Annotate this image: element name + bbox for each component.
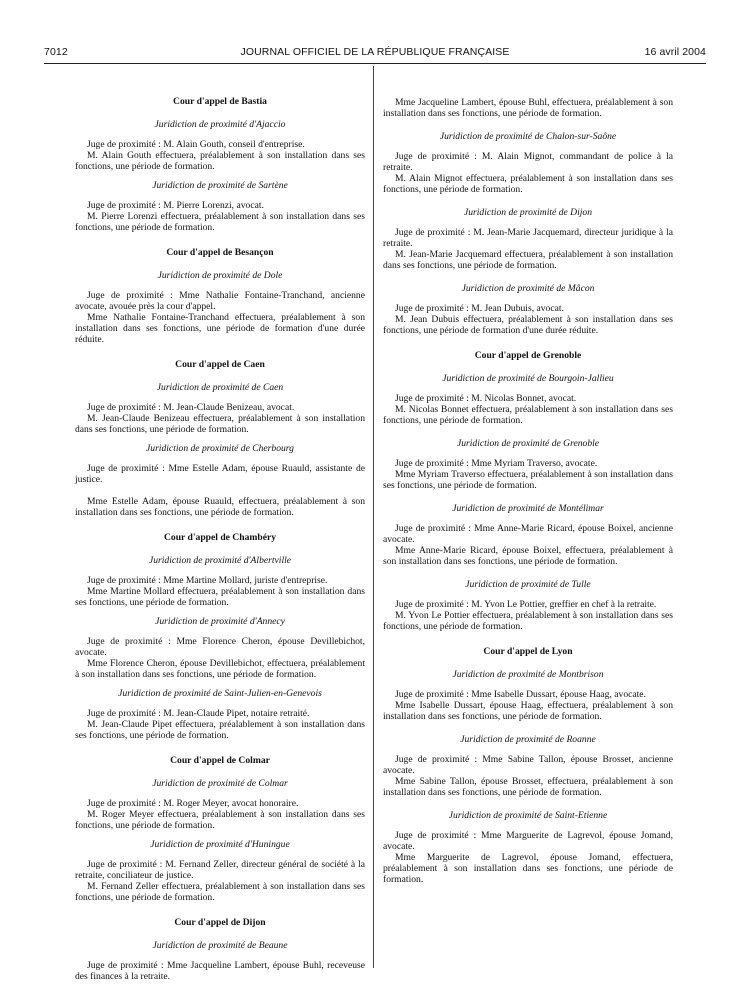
jurisdiction-heading: Juridiction de proximité de Saint-Etienne bbox=[448, 810, 608, 821]
column-divider bbox=[373, 66, 374, 968]
page-number: 7012 bbox=[44, 46, 68, 58]
appointment-paragraph: Juge de proximité : M. Alain Mignot, commandant de police à la retraite. bbox=[383, 151, 673, 173]
jurisdiction-heading: Juridiction de proximité de Beaune bbox=[152, 940, 288, 951]
training-paragraph: M. Jean-Claude Pipet effectuera, préalablement à son installation dans ses fonctions, une période de formation. bbox=[75, 719, 365, 741]
appointment-paragraph: Juge de proximité : Mme Jacqueline Lambert, épouse Buhl, receveuse des finances à la retraite. bbox=[75, 960, 365, 982]
journal-title: JOURNAL OFFICIEL DE LA RÉPUBLIQUE FRANÇAISE bbox=[240, 46, 510, 58]
jurisdiction-heading: Juridiction de proximité de Saint-Julien-en-Genevois bbox=[118, 688, 322, 699]
training-paragraph: M. Nicolas Bonnet effectuera, préalablement à son installation dans ses fonctions, une période de formation. bbox=[383, 404, 673, 426]
court-heading: Cour d'appel de Caen bbox=[175, 359, 265, 370]
jurisdiction-heading: Juridiction de proximité de Colmar bbox=[152, 778, 288, 789]
appointment-paragraph: Juge de proximité : Mme Florence Cheron, épouse Devillebichot, avocate. bbox=[75, 636, 365, 658]
appointment-paragraph: Juge de proximité : M. Jean Dubuis, avocat. bbox=[395, 303, 564, 314]
jurisdiction-heading: Juridiction de proximité de Tulle bbox=[465, 579, 591, 590]
training-paragraph: Mme Sabine Tallon, épouse Brosset, effectuera, préalablement à son installation dans ses fonctions, une période de formation. bbox=[383, 776, 673, 798]
appointment-paragraph: Juge de proximité : M. Yvon Le Pottier, greffier en chef à la retraite. bbox=[395, 599, 657, 610]
jurisdiction-heading: Juridiction de proximité d'Albertville bbox=[148, 555, 292, 566]
appointment-paragraph: Juge de proximité : Mme Anne-Marie Ricard, épouse Boixel, ancienne avocate. bbox=[383, 523, 673, 545]
jurisdiction-heading: Juridiction de proximité d'Ajaccio bbox=[154, 119, 286, 130]
training-paragraph: M. Alain Mignot effectuera, préalablement à son installation dans ses fonctions, une période de formation. bbox=[383, 173, 673, 195]
training-paragraph: M. Pierre Lorenzi effectuera, préalablement à son installation dans ses fonctions, une période de formation. bbox=[75, 211, 365, 233]
training-paragraph: Mme Jacqueline Lambert, épouse Buhl, effectuera, préalablement à son installation dans ses fonctions, une période de formation. bbox=[383, 97, 673, 119]
court-heading: Cour d'appel de Grenoble bbox=[474, 350, 582, 361]
appointment-paragraph: Juge de proximité : Mme Martine Mollard, juriste d'entreprise. bbox=[87, 575, 328, 586]
court-heading: Cour d'appel de Besançon bbox=[166, 247, 274, 258]
jurisdiction-heading: Juridiction de proximité de Montbrison bbox=[452, 669, 604, 680]
appointment-paragraph: Juge de proximité : M. Nicolas Bonnet, avocat. bbox=[395, 393, 577, 404]
jurisdiction-heading: Juridiction de proximité de Dijon bbox=[463, 207, 593, 218]
jurisdiction-heading: Juridiction de proximité de Chalon-sur-Saône bbox=[439, 131, 617, 142]
appointment-paragraph: Juge de proximité : Mme Estelle Adam, épouse Ruauld, assistante de justice. bbox=[75, 463, 365, 485]
training-paragraph: M. Fernand Zeller effectuera, préalablement à son installation dans ses fonctions, une période de formation. bbox=[75, 881, 365, 903]
court-heading: Cour d'appel de Lyon bbox=[483, 646, 573, 657]
training-paragraph: M. Jean-Marie Jacquemard effectuera, préalablement à son installation dans ses fonctions, une période de formation. bbox=[383, 249, 673, 271]
training-paragraph: M. Yvon Le Pottier effectuera, préalablement à son installation dans ses fonctions, une période de formation. bbox=[383, 610, 673, 632]
training-paragraph: Mme Marguerite de Lagrevol, épouse Jomand, effectuera, préalablement à son installation dans ses fonctions, une période de formation. bbox=[383, 852, 673, 885]
issue-date: 16 avril 2004 bbox=[644, 46, 706, 58]
training-paragraph: Mme Myriam Traverso effectuera, préalablement à son installation dans ses fonctions, une période de formation. bbox=[383, 469, 673, 491]
appointment-paragraph: Juge de proximité : Mme Nathalie Fontaine-Tranchand, ancienne avocate, avouée près la cour d'appel. bbox=[75, 290, 365, 312]
jurisdiction-heading: Juridiction de proximité de Roanne bbox=[460, 734, 596, 745]
appointment-paragraph: Juge de proximité : M. Jean-Marie Jacquemard, directeur juridique à la retraite. bbox=[383, 227, 673, 249]
training-paragraph: Mme Nathalie Fontaine-Tranchand effectuera, préalablement à son installation dans ses fonctions, une période de formation d'une durée réduite. bbox=[75, 312, 365, 345]
training-paragraph: Mme Estelle Adam, épouse Ruauld, effectuera, préalablement à son installation dans ses fonctions, une période de formation. bbox=[75, 496, 365, 518]
appointment-paragraph: Juge de proximité : M. Alain Gouth, conseil d'entreprise. bbox=[87, 139, 305, 150]
jurisdiction-heading: Juridiction de proximité de Bourgoin-Jallieu bbox=[442, 373, 614, 384]
training-paragraph: M. Roger Meyer effectuera, préalablement à son installation dans ses fonctions, une période de formation. bbox=[75, 809, 365, 831]
court-heading: Cour d'appel de Bastia bbox=[173, 96, 267, 107]
court-heading: Cour d'appel de Chambéry bbox=[163, 532, 277, 543]
right-column bbox=[383, 97, 673, 885]
training-paragraph: M. Jean Dubuis effectuera, préalablement à son installation dans ses fonctions, une période de formation d'une durée réduite. bbox=[383, 314, 673, 336]
appointment-paragraph: Juge de proximité : Mme Myriam Traverso, avocate. bbox=[395, 458, 598, 469]
training-paragraph: Mme Florence Cheron, épouse Devillebichot, effectuera, préalablement à son installation dans ses fonctions, une période de formation. bbox=[75, 658, 365, 680]
appointment-paragraph: Juge de proximité : M. Jean-Claude Pipet, notaire retraité. bbox=[87, 708, 310, 719]
training-paragraph: Mme Anne-Marie Ricard, épouse Boixel, effectuera, préalablement à son installation dans ses fonctions, une période de formation. bbox=[383, 545, 673, 567]
jurisdiction-heading: Juridiction de proximité de Cherbourg bbox=[146, 443, 294, 454]
jurisdiction-heading: Juridiction de proximité d'Annecy bbox=[155, 616, 285, 627]
left-column bbox=[75, 96, 365, 982]
appointment-paragraph: Juge de proximité : M. Jean-Claude Benizeau, avocat. bbox=[87, 402, 295, 413]
page-header bbox=[44, 46, 706, 60]
jurisdiction-heading: Juridiction de proximité d'Huningue bbox=[150, 839, 290, 850]
appointment-paragraph: Juge de proximité : Mme Marguerite de Lagrevol, épouse Jomand, avocate. bbox=[383, 830, 673, 852]
training-paragraph: M. Jean-Claude Benizeau effectuera, préalablement à son installation dans ses fonctions, une période de formation. bbox=[75, 413, 365, 435]
appointment-paragraph: Juge de proximité : Mme Sabine Tallon, épouse Brosset, ancienne avocate. bbox=[383, 754, 673, 776]
jurisdiction-heading: Juridiction de proximité de Sartène bbox=[152, 180, 288, 191]
jurisdiction-heading: Juridiction de proximité de Dole bbox=[157, 270, 283, 281]
training-paragraph: Mme Martine Mollard effectuera, préalablement à son installation dans ses fonctions, une période de formation. bbox=[75, 586, 365, 608]
training-paragraph: M. Alain Gouth effectuera, préalablement à son installation dans ses fonctions, une période de formation. bbox=[75, 150, 365, 172]
header-rule bbox=[44, 63, 706, 64]
appointment-paragraph: Juge de proximité : M. Fernand Zeller, directeur général de société à la retraite, conciliateur de justice. bbox=[75, 859, 365, 881]
court-heading: Cour d'appel de Colmar bbox=[170, 755, 270, 766]
appointment-paragraph: Juge de proximité : Mme Isabelle Dussart, épouse Haag, avocate. bbox=[395, 689, 646, 700]
training-paragraph: Mme Isabelle Dussart, épouse Haag, effectuera, préalablement à son installation dans ses fonctions, une période de formation. bbox=[383, 700, 673, 722]
jurisdiction-heading: Juridiction de proximité de Montélimar bbox=[452, 503, 604, 514]
jurisdiction-heading: Juridiction de proximité de Mâcon bbox=[461, 283, 595, 294]
court-heading: Cour d'appel de Dijon bbox=[174, 917, 266, 928]
jurisdiction-heading: Juridiction de proximité de Caen bbox=[156, 382, 284, 393]
appointment-paragraph: Juge de proximité : M. Roger Meyer, avocat honoraire. bbox=[87, 798, 299, 809]
appointment-paragraph: Juge de proximité : M. Pierre Lorenzi, avocat. bbox=[87, 200, 264, 211]
jurisdiction-heading: Juridiction de proximité de Grenoble bbox=[456, 438, 600, 449]
